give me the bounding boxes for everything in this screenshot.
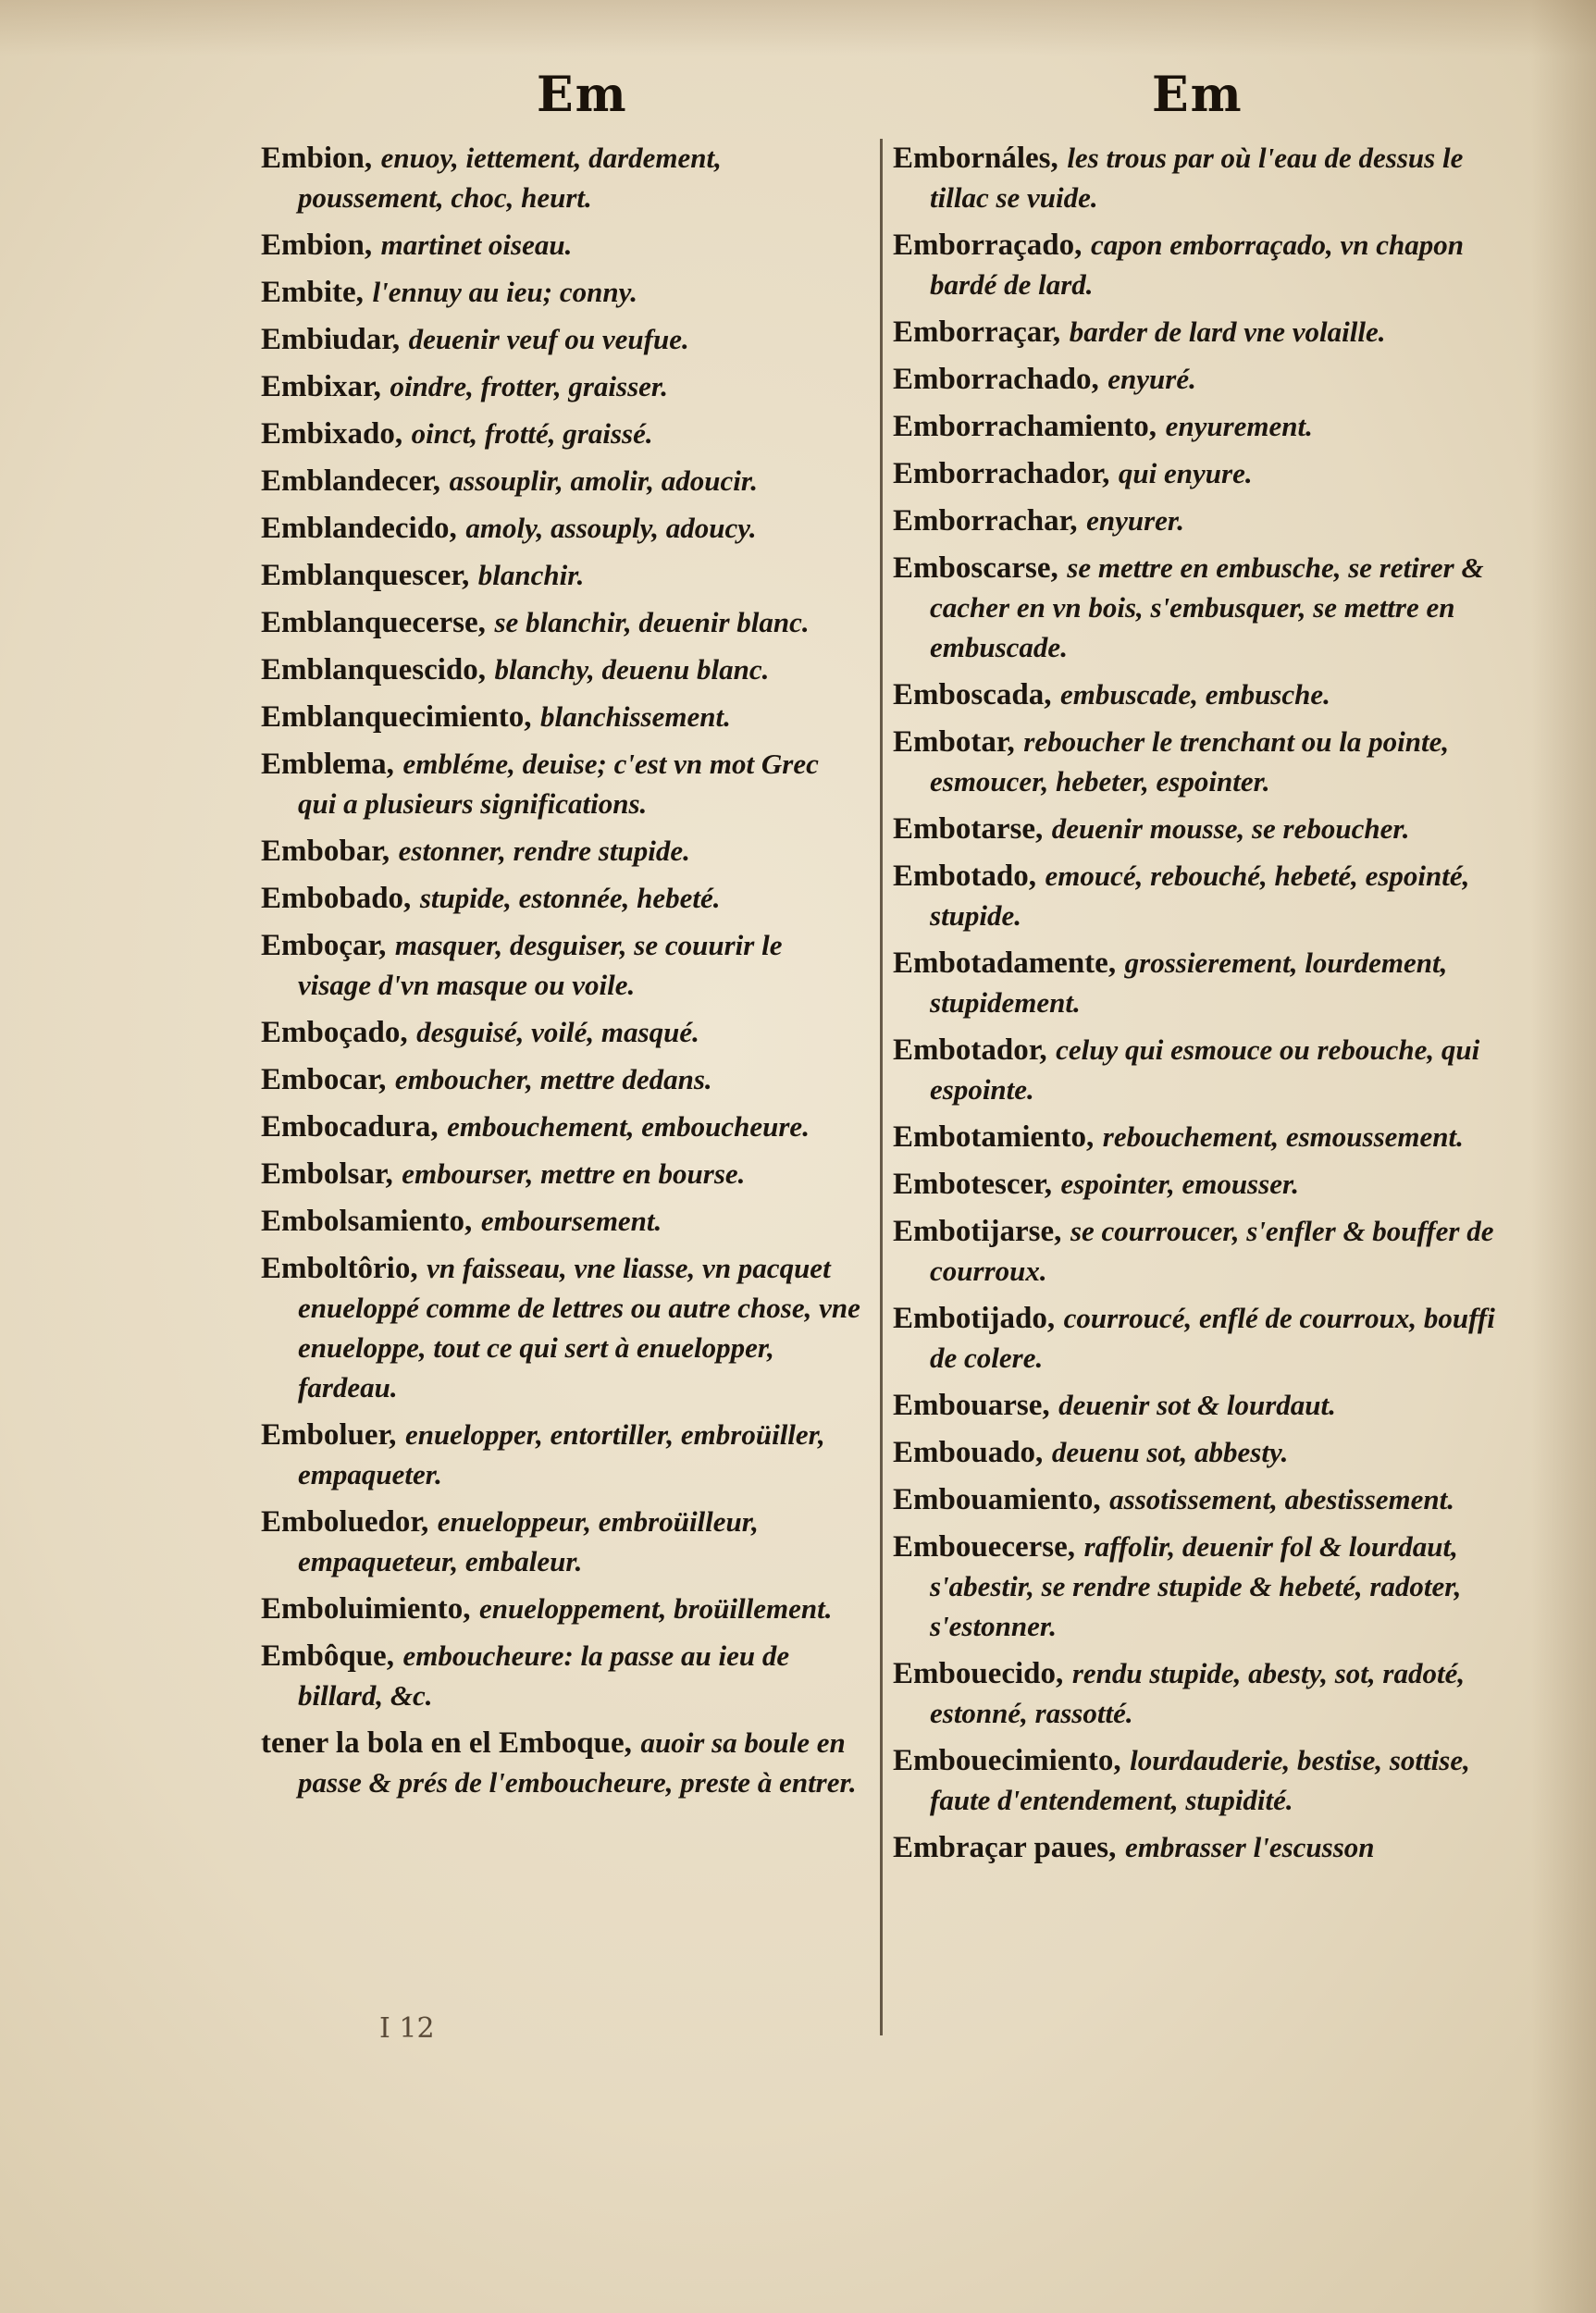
headword: Embobado, xyxy=(261,882,412,915)
headword: Emblanquescido, xyxy=(261,653,486,686)
headword: Embobar, xyxy=(261,835,390,868)
headword: Emborrachar, xyxy=(893,504,1078,538)
definition: courroucé, enflé de courroux, bouffi de colere. xyxy=(930,1302,1495,1374)
dictionary-entry xyxy=(261,414,862,454)
dictionary-entry xyxy=(893,1480,1522,1520)
dictionary-entry xyxy=(261,650,862,690)
dictionary-entry xyxy=(261,509,862,549)
definition: amoly, assouply, adoucy. xyxy=(465,512,757,544)
definition: embuscade, embusche. xyxy=(1060,678,1330,711)
dictionary-entry xyxy=(893,313,1522,353)
definition: emboursement. xyxy=(480,1205,662,1237)
headword: Emborraçar, xyxy=(893,315,1061,349)
dictionary-entry xyxy=(893,1165,1522,1205)
left-column xyxy=(261,139,862,1811)
definition: estonner, rendre stupide. xyxy=(398,835,690,867)
headword: Emblanquecimiento, xyxy=(261,700,532,734)
dictionary-entry xyxy=(893,1433,1522,1473)
headword: Embotijarse, xyxy=(893,1215,1062,1248)
definition: embouchement, emboucheure. xyxy=(447,1110,810,1143)
dictionary-entry xyxy=(893,1299,1522,1379)
headword: Embornáles, xyxy=(893,142,1058,175)
headword: Emborrachado, xyxy=(893,363,1099,396)
dictionary-entry xyxy=(893,1031,1522,1110)
dictionary-entry xyxy=(261,1724,862,1803)
definition: raffolir, deuenir fol & lourdaut, s'abestir, se rendre stupide & hebeté, radoter, s'estonner. xyxy=(930,1530,1462,1642)
headword: Emblanquescer, xyxy=(261,559,470,592)
definition: enueloppeur, embroüilleur, empaqueteur, embaleur. xyxy=(298,1505,759,1577)
dictionary-entry xyxy=(261,139,862,218)
definition: deuenir veuf ou veufue. xyxy=(408,323,689,355)
dictionary-entry xyxy=(261,1060,862,1100)
headword: Emborraçado, xyxy=(893,229,1083,262)
definition: deuenu sot, abbesty. xyxy=(1051,1436,1289,1468)
headword: Embouecerse, xyxy=(893,1530,1076,1564)
definition: se blanchir, deuenir blanc. xyxy=(494,606,810,638)
headword: Embotadamente, xyxy=(893,946,1117,980)
dictionary-entry xyxy=(893,675,1522,715)
definition: embléme, deuise; c'est vn mot Grec qui a plusieurs significations. xyxy=(298,748,819,820)
dictionary-entry xyxy=(893,407,1522,447)
headword: Embotarse, xyxy=(893,812,1044,846)
definition: emboucheure: la passe au ieu de billard, &c. xyxy=(298,1639,790,1712)
headword: Emblema, xyxy=(261,748,394,781)
definition: les trous par où l'eau de dessus le tillac se vuide. xyxy=(930,142,1464,214)
definition: se mettre en embusche, se retirer & cacher en vn bois, s'embusquer, se mettre en embuscade. xyxy=(930,551,1484,663)
headword: Emboltôrio, xyxy=(261,1252,418,1285)
running-head-left: Em xyxy=(537,67,628,123)
definition: enyurer. xyxy=(1086,504,1184,537)
dictionary-entry xyxy=(893,501,1522,541)
definition: qui enyure. xyxy=(1118,457,1253,489)
headword: Embouado, xyxy=(893,1436,1044,1469)
dictionary-entry xyxy=(893,810,1522,849)
definition: blanchissement. xyxy=(540,700,731,733)
headword: Embocar, xyxy=(261,1063,387,1096)
headword: Embixado, xyxy=(261,417,403,451)
definition: enyuré. xyxy=(1107,363,1196,395)
page-edge-shadow-top xyxy=(0,0,1596,56)
definition: blanchir. xyxy=(477,559,585,591)
definition: embrasser l'escusson xyxy=(1124,1831,1375,1863)
dictionary-entry xyxy=(261,556,862,596)
headword: tener la bola en el Emboque, xyxy=(261,1726,632,1760)
dictionary-entry xyxy=(893,944,1522,1023)
definition: assotissement, abestissement. xyxy=(1109,1483,1455,1515)
headword: Emblanquecerse, xyxy=(261,606,486,639)
definition: deuenir sot & lourdaut. xyxy=(1058,1389,1336,1421)
definition: grossierement, lourdement, stupidement. xyxy=(930,946,1448,1019)
headword: Embotamiento, xyxy=(893,1120,1095,1154)
headword: Embotijado, xyxy=(893,1302,1056,1335)
headword: Embraçar paues, xyxy=(893,1831,1117,1864)
dictionary-entry xyxy=(261,698,862,737)
definition: enyurement. xyxy=(1165,410,1313,442)
definition: masquer, desguiser, se couurir le visage d'vn masque ou voile. xyxy=(298,929,783,1001)
headword: Emboluimiento, xyxy=(261,1592,471,1626)
dictionary-entry xyxy=(893,549,1522,668)
dictionary-entry xyxy=(261,1013,862,1053)
headword: Embotado, xyxy=(893,860,1036,893)
definition: vn faisseau, vne liasse, vn pacquet enueloppé comme de lettres ou autre chose, vne enueloppe, tout ce qui sert à enuelopper, fardeau. xyxy=(298,1252,860,1404)
headword: Embotescer, xyxy=(893,1168,1052,1201)
definition: stupide, estonnée, hebeté. xyxy=(419,882,721,914)
headword: Embotar, xyxy=(893,725,1015,759)
dictionary-entry xyxy=(261,1107,862,1147)
dictionary-entry xyxy=(893,139,1522,218)
definition: se courroucer, s'enfler & bouffer de courroux. xyxy=(930,1215,1494,1287)
headword: Embouamiento, xyxy=(893,1483,1101,1516)
definition: lourdauderie, bestise, sottise, faute d'entendement, stupidité. xyxy=(930,1744,1470,1816)
dictionary-entry xyxy=(261,832,862,872)
headword: Emboluedor, xyxy=(261,1505,429,1539)
column-divider xyxy=(880,139,883,2035)
dictionary-entry xyxy=(893,1654,1522,1734)
dictionary-entry xyxy=(261,1503,862,1582)
definition: auoir sa boule en passe & prés de l'emboucheure, preste à entrer. xyxy=(298,1726,857,1799)
definition: emboucher, mettre dedans. xyxy=(394,1063,712,1095)
headword: Emboscarse, xyxy=(893,551,1058,585)
definition: oinct, frotté, graissé. xyxy=(411,417,653,450)
definition: celuy qui esmouce ou rebouche, qui espointe. xyxy=(930,1033,1480,1106)
dictionary-entry xyxy=(261,926,862,1006)
headword: Emblandecer, xyxy=(261,464,441,498)
headword: Embiudar, xyxy=(261,323,401,356)
headword: Embolsar, xyxy=(261,1157,393,1191)
page-number: I 12 xyxy=(379,2012,435,2045)
headword: Emborrachamiento, xyxy=(893,410,1157,443)
dictionary-entry xyxy=(893,1741,1522,1821)
dictionary-entry xyxy=(893,1212,1522,1292)
headword: Embôque, xyxy=(261,1639,394,1673)
definition: l'ennuy au ieu; conny. xyxy=(372,276,637,308)
headword: Emboluer, xyxy=(261,1418,397,1452)
headword: Embotador, xyxy=(893,1033,1047,1067)
headword: Embixar, xyxy=(261,370,381,403)
dictionary-entry xyxy=(261,1589,862,1629)
definition: enuoy, iettement, dardement, poussement, choc, heurt. xyxy=(298,142,722,214)
dictionary-entry xyxy=(261,745,862,824)
dictionary-entry xyxy=(261,1249,862,1408)
definition: blanchy, deuenu blanc. xyxy=(494,653,770,686)
headword: Embion, xyxy=(261,142,373,175)
definition: assouplir, amolir, adoucir. xyxy=(449,464,758,497)
dictionary-entry xyxy=(893,360,1522,400)
dictionary-entry xyxy=(893,226,1522,305)
dictionary-entry xyxy=(893,454,1522,494)
headword: Emboçado, xyxy=(261,1016,408,1049)
definition: embourser, mettre en bourse. xyxy=(402,1157,746,1190)
headword: Embite, xyxy=(261,276,364,309)
running-head-right: Em xyxy=(1152,67,1243,123)
dictionary-entry xyxy=(893,1118,1522,1157)
page-edge-shadow-right xyxy=(1531,0,1596,2313)
dictionary-entry xyxy=(261,1155,862,1194)
dictionary-entry xyxy=(261,1202,862,1242)
dictionary-entry xyxy=(261,226,862,266)
definition: deuenir mousse, se reboucher. xyxy=(1051,812,1410,845)
definition: emoucé, rebouché, hebeté, espointé, stupide. xyxy=(930,860,1470,932)
headword: Embouecido, xyxy=(893,1657,1064,1690)
headword: Emblandecido, xyxy=(261,512,457,545)
dictionary-entry xyxy=(261,320,862,360)
definition: capon emborraçado, vn chapon bardé de lard. xyxy=(930,229,1464,301)
headword: Embouarse, xyxy=(893,1389,1050,1422)
dictionary-entry xyxy=(893,1528,1522,1647)
dictionary-entry xyxy=(261,462,862,501)
headword: Emboçar, xyxy=(261,929,387,962)
definition: enueloppement, broüillement. xyxy=(479,1592,833,1625)
definition: espointer, emousser. xyxy=(1060,1168,1300,1200)
headword: Embocadura, xyxy=(261,1110,439,1144)
dictionary-entry xyxy=(261,367,862,407)
dictionary-entry xyxy=(261,1637,862,1716)
definition: rendu stupide, abesty, sot, radoté, estonné, rassotté. xyxy=(930,1657,1466,1729)
definition: rebouchement, esmoussement. xyxy=(1102,1120,1464,1153)
dictionary-entry xyxy=(261,603,862,643)
dictionary-entry xyxy=(893,857,1522,936)
headword: Embion, xyxy=(261,229,373,262)
dictionary-entry xyxy=(893,723,1522,802)
dictionary-entry xyxy=(261,879,862,919)
dictionary-entry xyxy=(261,273,862,313)
definition: martinet oiseau. xyxy=(380,229,573,261)
definition: oindre, frotter, graisser. xyxy=(390,370,669,402)
definition: enuelopper, entortiller, embroüiller, empaqueter. xyxy=(298,1418,825,1490)
definition: reboucher le trenchant ou la pointe, esmoucer, hebeter, espointer. xyxy=(930,725,1450,798)
headword: Embouecimiento, xyxy=(893,1744,1121,1777)
headword: Emborrachador, xyxy=(893,457,1110,490)
dictionary-entry xyxy=(261,1416,862,1495)
definition: desguisé, voilé, masqué. xyxy=(416,1016,699,1048)
dictionary-entry xyxy=(893,1386,1522,1426)
definition: barder de lard vne volaille. xyxy=(1069,315,1386,348)
headword: Embolsamiento, xyxy=(261,1205,473,1238)
headword: Emboscada, xyxy=(893,678,1052,711)
dictionary-entry xyxy=(893,1828,1522,1868)
right-column xyxy=(893,139,1522,1875)
